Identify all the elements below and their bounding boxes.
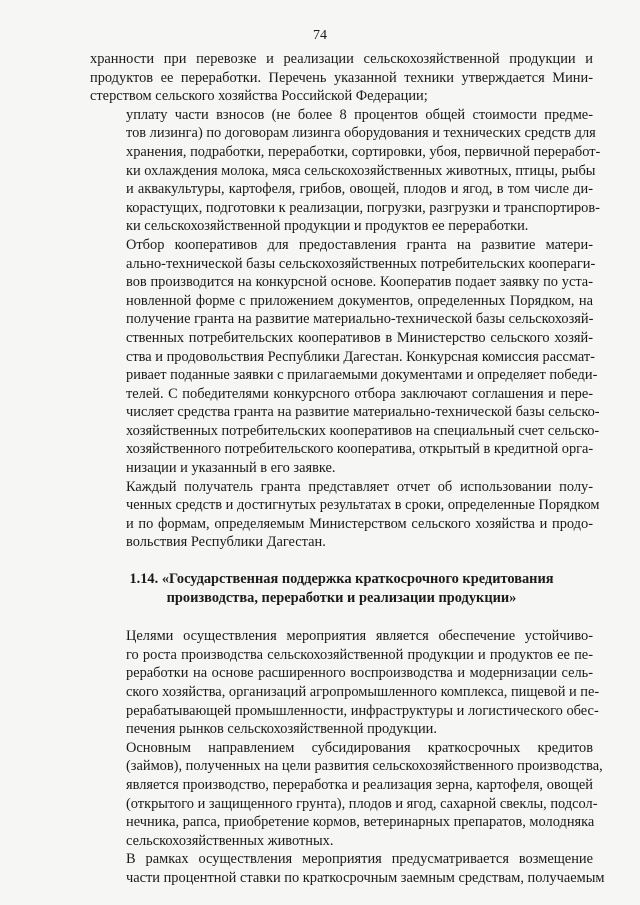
text-line: ки охлаждения молока, мяса сельскохозяйственных животных, птицы, рыбы: [126, 162, 596, 179]
text-line: сельскохозяйственных животных.: [126, 832, 334, 849]
text-line: Целями осуществления мероприятия является обеспечение устойчиво-: [126, 628, 593, 645]
page-number: 74: [313, 28, 327, 43]
text-line: телей. С победителями конкурсного отбора заключают соглашения и пере-: [126, 385, 593, 402]
text-line: Каждый получатель гранта представляет отчет об использовании полу-: [126, 478, 593, 495]
bottom-section: [90, 627, 605, 887]
text-line: го роста производства сельскохозяйственной продукции и продуктов ее пе-: [126, 646, 593, 663]
text-line: Основным направлением субсидирования краткосрочных кредитов: [126, 739, 593, 756]
text-line: хранения, подработки, переработки, сортировки, убоя, первичной переработ-: [126, 143, 601, 160]
text-line: числяет средства гранта на развитие материально-технической базы сельско-: [126, 404, 600, 421]
text-line: хозяйственных потребительских кооперативов на специальный счет сельско-: [126, 422, 600, 439]
text-line: ственных потребительских кооперативов в Министерство сельского хозяй-: [126, 329, 593, 346]
paragraph: [90, 50, 593, 106]
text-line: уплату части взносов (не более 8 процентов общей стоимости предме-: [126, 106, 593, 123]
text-line: является производство, переработка и реализация зерна, картофеля, овощей: [126, 776, 593, 793]
text-line: реработки на основе расширенного воспроизводства и модернизации сель-: [126, 665, 593, 682]
paragraph: [90, 106, 601, 236]
paragraph: [90, 478, 600, 552]
text-line: ально-технической базы сельскохозяйственных потребительских коопераги-: [126, 255, 596, 272]
paragraph: [90, 236, 600, 478]
text-line: печения рынков сельскохозяйственной продукции.: [126, 721, 437, 738]
heading-line: производства, переработки и реализации продукции»: [166, 589, 517, 606]
text-line: и аквакультуры, картофеля, грибов, овощей, плодов и ягод, в том числе ди-: [126, 181, 593, 198]
paragraph: [90, 627, 600, 739]
text-line: ки сельскохозяйственной продукции и продуктов ее переработки.: [126, 218, 529, 235]
text-line: низации и указанный в его заявке.: [126, 460, 336, 477]
page-content: [90, 50, 605, 888]
text-line: и по формам, определяемым Министерством сельского хозяйства и продо-: [126, 515, 593, 532]
text-line: части процентной ставки по краткосрочным заемным средствам, получаемым: [126, 869, 605, 886]
paragraph: [90, 850, 605, 887]
text-line: ского хозяйства, организаций агропромышленного комплекса, пищевой и пе-: [126, 684, 600, 700]
text-line: Отбор кооперативов для предоставления гранта на развитие матери-: [126, 236, 593, 253]
text-line: тов лизинга) по договорам лизинга оборудования и технических средств для: [126, 125, 596, 142]
text-line: хозяйственного потребительского кооператива, открытый в кредитной орга-: [126, 441, 594, 458]
text-line: новленной форме с приложением документов, определенных Порядком, на: [126, 292, 593, 309]
text-line: получение гранта на развитие материально-технической базы сельскохозяй-: [126, 311, 594, 328]
section-heading: [90, 570, 593, 607]
top-section: [90, 50, 601, 552]
text-line: стерством сельского хозяйства Российской Федерации;: [90, 88, 428, 105]
text-line: хранности при перевозке и реализации сельскохозяйственной продукции и: [90, 51, 593, 67]
text-line: ченных средств и достигнутых результатах в сроки, определенные Порядком: [126, 497, 600, 514]
text-line: В рамках осуществления мероприятия предусматривается возмещение: [126, 851, 593, 868]
text-line: ства и продовольствия Республики Дагестан. Конкурсная комиссия рассмат-: [126, 348, 595, 365]
text-line: рерабатывающей промышленности, инфраструктуры и логистического обес-: [126, 702, 599, 719]
text-line: вольствия Республики Дагестан.: [126, 534, 326, 551]
text-line: продуктов ее переработки. Перечень указанной техники утверждается Мини-: [90, 69, 593, 86]
text-line: нечника, рапса, приобретение кормов, ветеринарных препаратов, молодняка: [126, 814, 595, 831]
paragraph: [90, 739, 603, 851]
text-line: (открытого и защищенного грунта), плодов и ягод, сахарной свеклы, подсол-: [126, 795, 598, 812]
heading-line: 1.14. «Государственная поддержка краткосрочного кредитования: [129, 571, 554, 588]
text-line: ривает поданные заявки с прилагаемыми документами и определяет победи-: [126, 367, 598, 384]
text-line: корастущих, подготовки к реализации, погрузки, разгрузки и транспортиров-: [126, 199, 600, 216]
text-line: (займов), полученных на цели развития сельскохозяйственного производства,: [126, 758, 603, 775]
text-line: вов производится на конкурсной основе. Кооператив подает заявку по уста-: [126, 274, 593, 291]
